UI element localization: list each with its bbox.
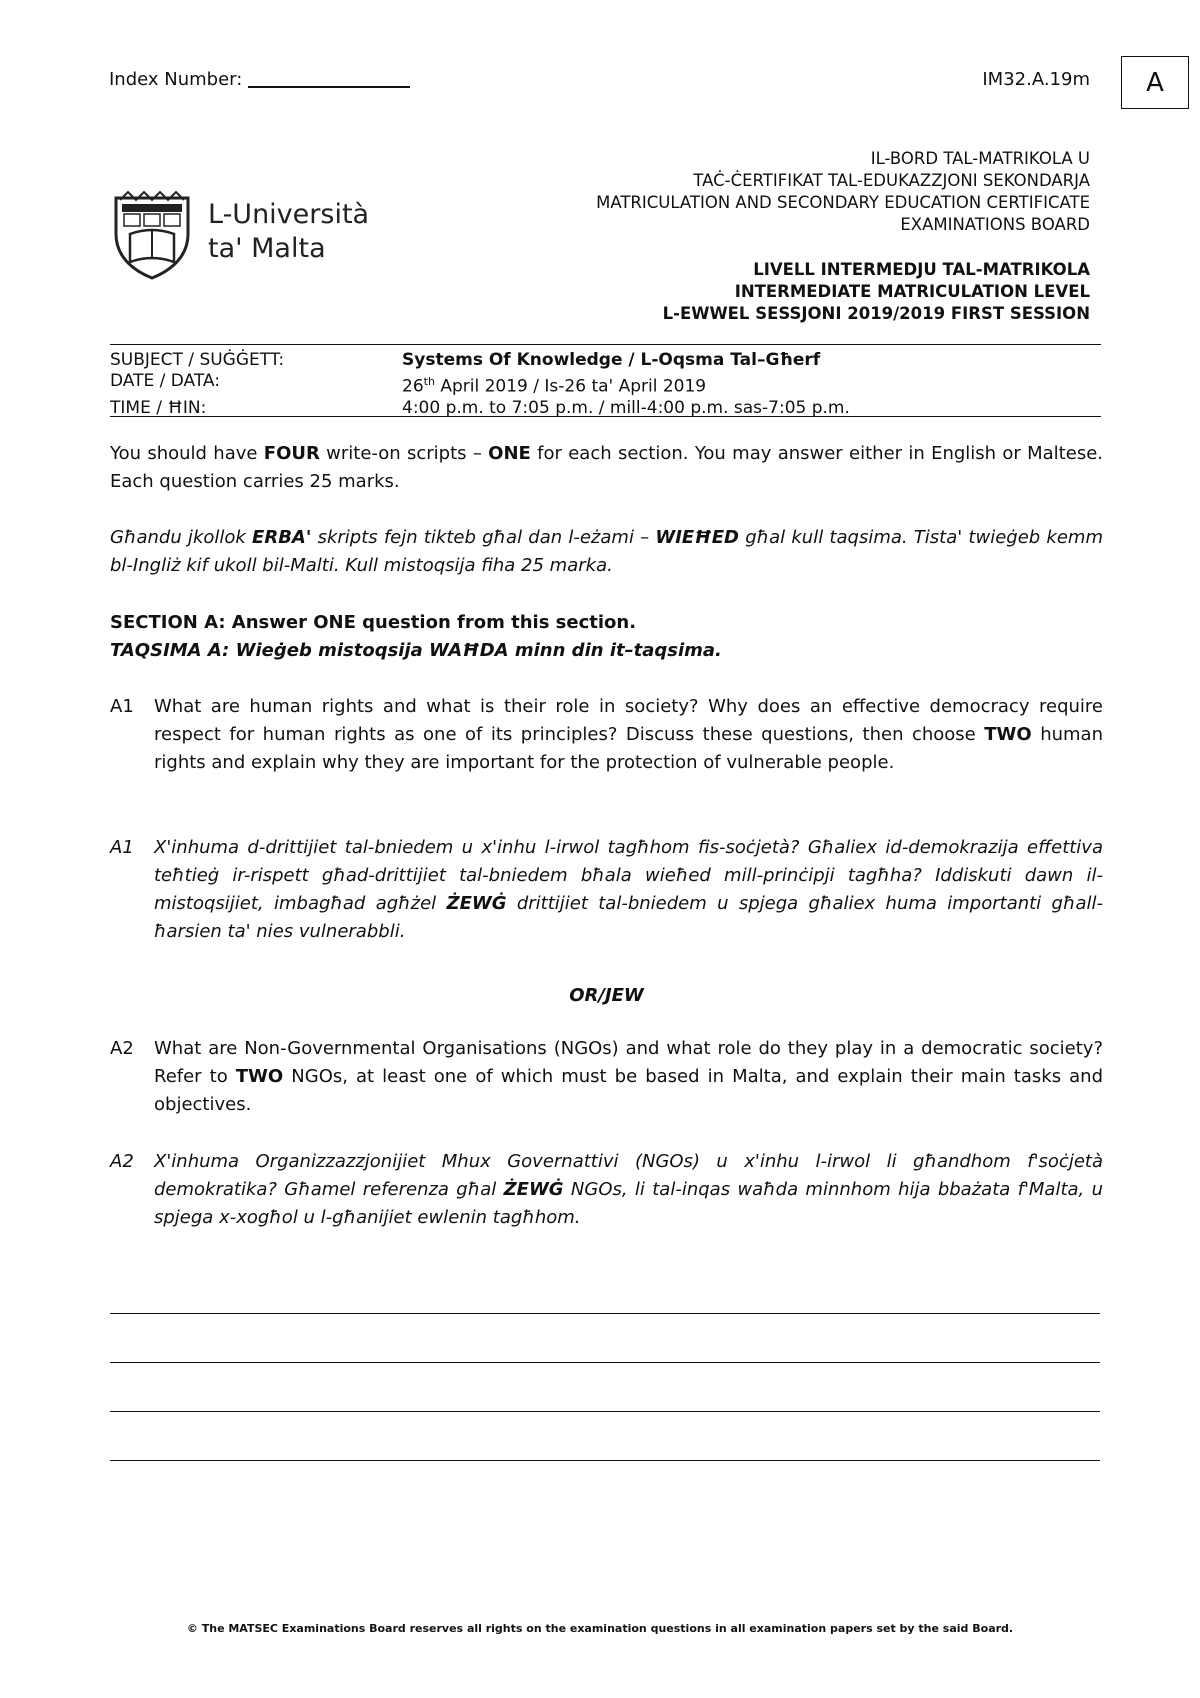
- board-line: EXAMINATIONS BOARD: [900, 215, 1090, 234]
- date-key: DATE / DATA:: [110, 371, 220, 391]
- board-name: [596, 148, 1090, 236]
- q-text: X'inhuma Organizzazzjonijiet Mhux Governattivi (NGOs) u x'inhu l-irwol li għandhom f'soċjetà demokratika? Għamel referenza għal: [154, 1151, 1103, 1200]
- q-text: What are human rights and what is their role in society? Why does an effective democracy require respect for human rights as one of its principles? Discuss these questions, then choose: [154, 696, 1103, 745]
- answer-line[interactable]: [110, 1313, 1100, 1314]
- q-bold: TWO: [235, 1066, 284, 1087]
- answer-line[interactable]: [110, 1460, 1100, 1461]
- exam-level: [663, 259, 1090, 325]
- version-box: A: [1121, 56, 1189, 109]
- exam-details: [110, 350, 1100, 419]
- question-number: A2: [110, 1151, 134, 1172]
- instr-bold: FOUR: [263, 443, 320, 464]
- board-line: TAĊ-ĊERTIFIKAT TAL-EDUKAZZJONI SEKONDARJA: [693, 171, 1090, 190]
- date-suffix: th: [423, 375, 435, 388]
- instr-text: for each section. You may answer either in English or Maltese. Each question carries 25 marks.: [110, 443, 1103, 492]
- q-text: human rights and explain why they are important for the protection of vulnerable people.: [154, 724, 1103, 773]
- level-line: LIVELL INTERMEDJU TAL-MATRIKOLA: [753, 260, 1090, 279]
- q-text: NGOs, at least one of which must be based in Malta, and explain their main tasks and objectives.: [154, 1066, 1103, 1115]
- instructions-mt: [110, 524, 1103, 580]
- answer-line[interactable]: [110, 1411, 1100, 1412]
- level-line: L-EWWEL SESSJONI 2019/2019 FIRST SESSION: [662, 304, 1090, 323]
- instr-text: You should have: [110, 443, 264, 464]
- instr-text: skripts fejn tikteb għal dan l-eżami –: [311, 527, 656, 548]
- instr-text: write-on scripts –: [319, 443, 489, 464]
- q-text: NGOs, li tal-inqas waħda minnhom hija bbażata f'Malta, u spjega x-xogħol u l-għanijiet ewlenin tagħhom.: [154, 1179, 1103, 1228]
- question-number: A1: [110, 696, 134, 717]
- university-name-line1: L-Università: [208, 199, 370, 230]
- date-day: 26: [402, 376, 424, 397]
- board-line: IL-BORD TAL-MATRIKOLA U: [870, 149, 1090, 168]
- date-rest: April 2019 / Is-26 ta' April 2019: [434, 376, 707, 397]
- question-text: [154, 1035, 1103, 1119]
- time-key: TIME / ĦIN:: [110, 397, 207, 418]
- index-number-blank[interactable]: [248, 70, 410, 88]
- level-line: INTERMEDIATE MATRICULATION LEVEL: [734, 282, 1090, 301]
- paper-code: IM32.A.19m: [982, 69, 1090, 90]
- section-title-mt: TAQSIMA A: Wieġeb mistoqsija WAĦDA minn din it–taqsima.: [110, 640, 722, 661]
- university-name-line2: ta' Malta: [208, 233, 326, 264]
- section-title-en: SECTION A: Answer ONE question from this section.: [110, 612, 637, 633]
- subject-row: [110, 350, 1100, 371]
- question-number: A1: [110, 837, 134, 858]
- q-bold: ŻEWĠ: [503, 1179, 564, 1200]
- university-logo: [110, 190, 400, 280]
- divider: [110, 344, 1101, 345]
- divider: [110, 416, 1101, 417]
- q-bold: TWO: [984, 724, 1032, 745]
- subject-value: Systems Of Knowledge / L-Oqsma Tal–Għerf: [402, 350, 821, 370]
- question-number: A2: [110, 1038, 134, 1059]
- question-a2-en: [110, 1035, 1103, 1119]
- index-number-label: Index Number:: [109, 69, 243, 90]
- instructions-en: [110, 440, 1103, 496]
- copyright-footer: © The MATSEC Examinations Board reserves all rights on the examination questions in all examination papers set by the said Board.: [186, 1622, 1014, 1635]
- date-value: [402, 371, 1100, 398]
- q-text: X'inhuma d-drittijiet tal-bniedem u x'inhu l-irwol tagħhom fis-soċjetà? Għaliex id-demokrazija effettiva teħtieġ ir-rispett għad-drittijiet tal-bniedem bħala wieħed mill-prinċipji tagħha? Iddiskuti dawn il-mistoqsijiet, imbagħad agħżel: [154, 837, 1103, 914]
- q-bold: ŻEWĠ: [446, 893, 507, 914]
- instr-text: għal kull taqsima. Tista' twieġeb kemm bl-Ingliż kif ukoll bil-Malti. Kull mistoqsija fiha 25 marka.: [110, 527, 1103, 576]
- q-text: drittijiet tal-bniedem u spjega għaliex huma importanti għall-ħarsien ta' nies vulnerabbli.: [154, 893, 1103, 942]
- question-text: [154, 834, 1103, 946]
- board-line: MATRICULATION AND SECONDARY EDUCATION CERTIFICATE: [596, 193, 1090, 212]
- index-number: [109, 69, 410, 90]
- question-text: [154, 1148, 1103, 1232]
- date-row: [110, 371, 1100, 398]
- instr-bold: ONE: [488, 443, 531, 464]
- instr-bold: WIEĦED: [655, 527, 739, 548]
- time-value: 4:00 p.m. to 7:05 p.m. / mill-4:00 p.m. sas-7:05 p.m.: [402, 397, 850, 418]
- instr-bold: ERBA': [252, 527, 312, 548]
- or-separator: OR/JEW: [569, 985, 644, 1006]
- question-a1-en: [110, 693, 1103, 777]
- question-a1-mt: [110, 834, 1103, 946]
- question-text: [154, 693, 1103, 777]
- question-a2-mt: [110, 1148, 1103, 1232]
- subject-key: SUBJECT / SUĠĠETT:: [110, 350, 285, 370]
- instr-text: Għandu jkollok: [110, 527, 253, 548]
- answer-line[interactable]: [110, 1362, 1100, 1363]
- crest-icon: [110, 190, 194, 282]
- q-text: What are Non-Governmental Organisations (NGOs) and what role do they play in a democratic society? Refer to: [154, 1038, 1103, 1087]
- university-name: [208, 198, 369, 266]
